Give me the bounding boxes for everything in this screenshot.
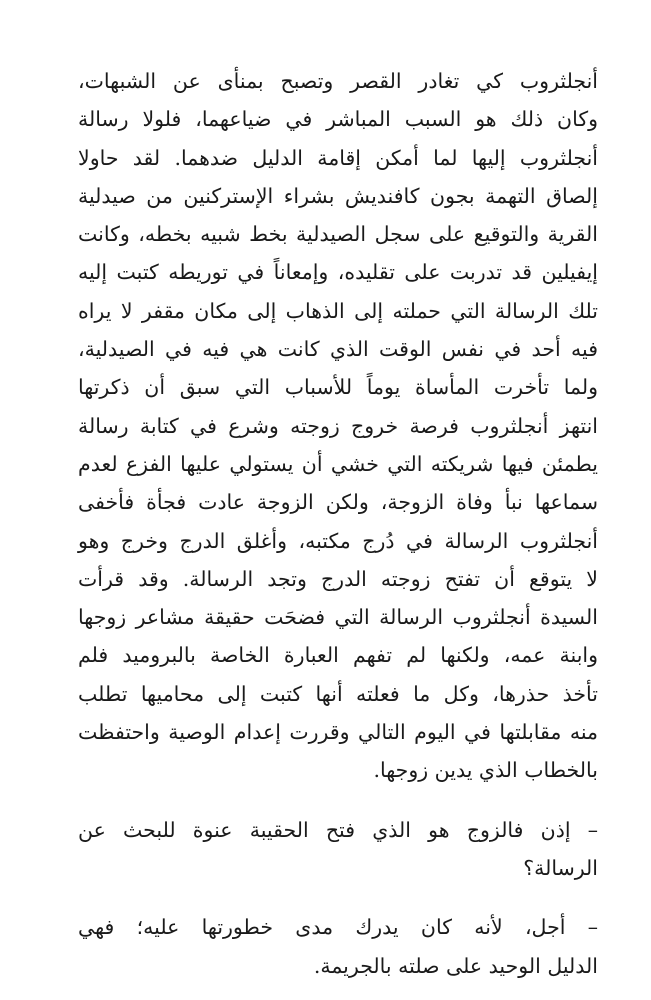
text-line: يطمئن فيها شريكته التي خشي أن يستولي عليها الفزع لعدم	[78, 451, 598, 476]
text-line: بالخطاب الذي يدين زوجها.	[373, 758, 598, 783]
text-line: السيدة أنجلثروب الرسالة التي فضحَت حقيقة مشاعر زوجها	[78, 605, 598, 630]
text-line: ولما تأخرت المأساة يوماً للأسباب التي سبق أن ذكرتها	[78, 375, 598, 400]
text-line: أنجلثروب كي تغادر القصر وتصبح بمنأى عن الشبهات،	[78, 69, 598, 93]
text-line: وكان ذلك هو السبب المباشر في ضياعهما، فلولا رسالة	[78, 107, 598, 132]
book-page	[78, 62, 598, 985]
text-line: أنجلثروب إليها لما أمكن إقامة الدليل ضدهما. لقد حاولا	[78, 145, 598, 170]
text-line: انتهز أنجلثروب فرصة خروج زوجته وشرع في كتابة رسالة	[78, 413, 598, 438]
text-line: إيفيلين قد تدربت على تقليده، وإمعاناً في توريطه كتبت إليه	[78, 260, 598, 285]
text-line: تأخذ حذرها، وكل ما فعلته أنها كتبت إلى محاميها تطلب	[78, 681, 598, 706]
dialogue-question	[78, 811, 598, 888]
text-line: إلصاق التهمة بجون كافنديش بشراء الإستركنين من صيدلية	[78, 183, 598, 208]
text-line: منه مقابلتها في اليوم التالي وقررت إعدام الوصية واحتفظت	[78, 720, 598, 745]
text-line: لا يتوقع أن تفتح زوجته الدرج وتجد الرسالة. وقد قرأت	[78, 566, 598, 591]
text-line: سماعها نبأ وفاة الزوجة، ولكن الزوجة عادت فجأة فأخفى	[78, 490, 598, 515]
text-line: الدليل الوحيد على صلته بالجريمة.	[313, 953, 598, 978]
text-line: تلك الرسالة التي حملته إلى الذهاب إلى مكان مقفر لا يراه	[78, 298, 598, 323]
text-line: أنجلثروب الرسالة في دُرج مكتبه، وأغلق الدرج وخرج وهو	[78, 528, 598, 553]
text-line: وابنة عمه، ولكنها لم تفهم العبارة الخاصة بالبروميد فلم	[78, 643, 598, 668]
dialogue-answer	[78, 908, 598, 985]
text-line: – أجل، لأنه كان يدرك مدى خطورتها عليه؛ فهي	[78, 915, 598, 940]
text-line: فيه أحد في نفس الوقت الذي كانت هي فيه في الصيدلية،	[78, 337, 598, 362]
text-line: القرية والتوقيع على سجل الصيدلية بخط شبيه بخطه، وكانت	[78, 222, 598, 247]
text-line: الرسالة؟	[523, 855, 598, 880]
text-line: – إذن فالزوج هو الذي فتح الحقيبة عنوة للبحث عن	[78, 817, 598, 842]
narrative-paragraph	[78, 62, 598, 790]
